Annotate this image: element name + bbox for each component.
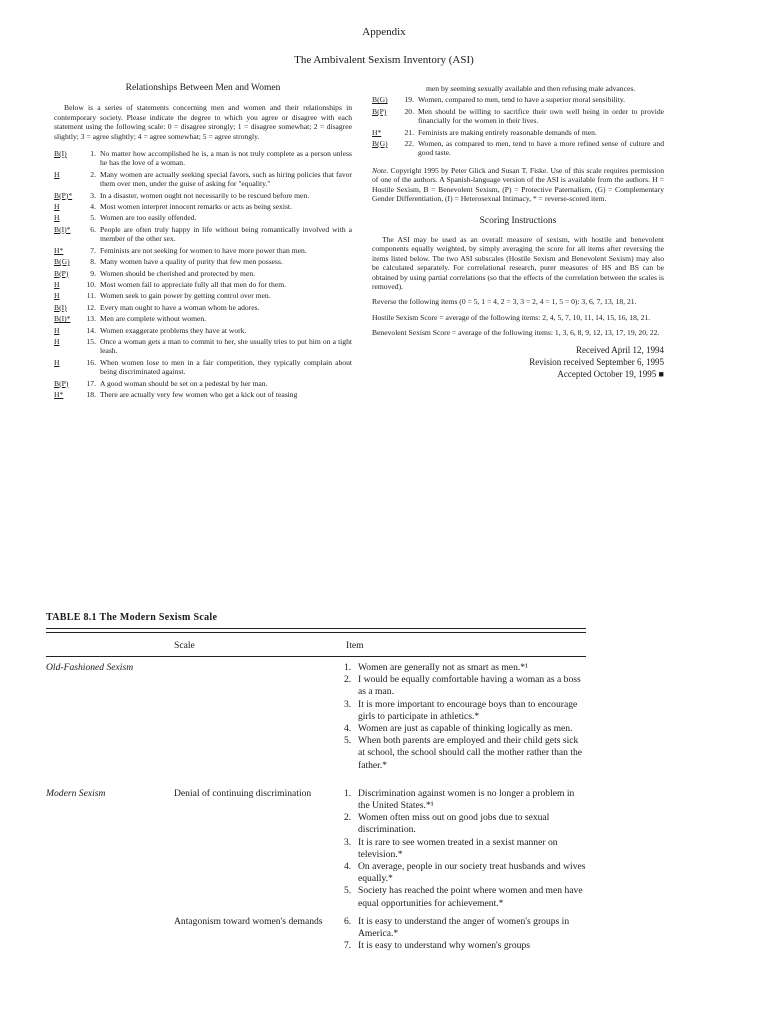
scale-item [54,303,352,312]
item-number: 20. [404,106,414,116]
scale-item [54,225,352,244]
item-code: B(I)* [54,314,71,324]
item-code: H* [54,245,64,255]
item-code: H* [372,127,382,137]
page-title: The Ambivalent Sexism Inventory (ASI) [294,54,474,66]
item-number: 8. [90,257,96,267]
item-number: 6. [90,224,96,234]
table-item-text: On average, people in our society treat husbands and wives equally.* [358,861,586,885]
item-code: H [54,336,60,346]
table-section [46,662,586,772]
item-text: A good woman should be set on a pedestal by her man. [100,378,268,388]
table-item-text: When both parents are employed and their child gets sick at school, the school should call the mother rather than the father.* [358,735,583,771]
subscale-name: Denial of continuing discrimination [174,787,312,799]
scale-item [54,191,352,200]
scoring-text: The ASI may be used as an overall measure of sexism, with hostile and benevolent components equally weighted, by simply averaging the score for all items after reversing the items listed below. The two ASI subscales (Hostile Sexism and Benevolent Sexism) may also be calculated separately. For correlational research, purer measures of HS and BS can be obtained by using partial correlations (so that the effects of the correlation between the scales is removed). [372,234,664,291]
item-code: B(G) [54,257,70,267]
item-code: B(G) [372,95,388,105]
table-item [344,885,586,909]
item-number: 12. [86,302,96,312]
scale-name [46,916,174,953]
item-number: 22. [404,139,414,149]
item-code: H [54,291,60,301]
item-text: Women seek to gain power by getting control over men. [100,291,271,301]
table-section [46,916,586,953]
item-column [344,788,586,910]
item-list [54,149,352,399]
revision-date: Revision received September 6, 1995 [529,356,664,367]
table-item-number: 4. [344,861,352,873]
table-item-number: 7. [344,940,352,952]
right-column [372,84,664,380]
item-text: Women should be cherished and protected by men. [100,268,256,278]
table-item-number: 5. [344,885,352,897]
table-item [344,940,586,952]
item-number: 21. [404,127,414,137]
item-text: Feminists are making entirely reasonable demands of men. [418,127,597,137]
table-body [46,662,586,958]
table-top-rule-2 [46,632,586,633]
table-item-number: 2. [344,812,352,824]
table-section [46,788,586,910]
table-item-number: 3. [344,698,352,710]
item-code: H* [54,389,64,399]
table-item [344,788,586,812]
note-label: Note. [372,165,389,175]
item-number: 11. [86,291,96,301]
item-code: B(P) [54,378,69,388]
column-header-scale: Scale [174,640,195,651]
table-item-text: It is easy to understand why women's groups [358,940,530,952]
table-item [344,662,586,674]
scale-item [372,107,664,126]
table-item-number: 3. [344,836,352,848]
item-number: 9. [90,268,96,278]
item-column [344,662,586,772]
scale-name: Old-Fashioned Sexism [46,662,134,673]
scale-name: Modern Sexism [46,787,106,799]
left-column [54,84,352,401]
item-number: 18. [86,389,96,399]
item-continuation: men by seeming sexually available and then refusing male advances. [426,84,636,93]
item-text: There are actually very few women who get a kick out of teasing [100,389,298,399]
scale-item [54,337,352,356]
accepted-date: Accepted October 19, 1995 ■ [557,368,664,379]
table-item [344,861,586,885]
item-code: B(I) [54,149,67,159]
table-item [344,916,586,940]
table-top-rule [46,628,586,629]
section-heading: Relationships Between Men and Women [125,83,281,93]
item-number: 16. [86,357,96,367]
item-code: B(P) [54,268,69,278]
benevolent-score: Benevolent Sexism Score = average of the following items: 1, 3, 6, 8, 9, 12, 13, 17, 19, 20, 22. [372,328,660,338]
table-item-number: 4. [344,723,352,735]
table-item-text: It is easy to understand the anger of women's groups in America.* [358,915,570,940]
table-item-text: Women are just as capable of thinking logically as men. [358,723,573,735]
item-number: 13. [86,314,96,324]
item-number: 19. [404,95,414,105]
item-text: Most women fail to appreciate fully all that men do for them. [100,279,286,289]
item-text: In a disaster, women ought not necessarily to be rescued before men. [100,190,310,200]
item-number: 5. [90,213,96,223]
scale-item [54,326,352,335]
table-item-text: Discrimination against women is no longer a problem in the United States.*¹ [358,787,575,812]
item-number: 10. [86,279,96,289]
item-text: Once a woman gets a man to commit to her, she usually tries to put him on a tight leash. [100,336,352,356]
item-number: 2. [90,169,96,179]
table-item-number: 6. [344,915,352,927]
item-text: Women, compared to men, tend to have a superior moral sensibility. [418,95,626,105]
item-text: Many women have a quality of purity that few men possess. [100,257,283,267]
table-item-text: Society has reached the point where women and men have equal opportunities for achievement.* [358,885,583,909]
column-header-item: Item [346,640,364,651]
table-item-text: I would be equally comfortable having a woman as a boss as a man. [358,674,581,698]
scale-item [54,390,352,399]
item-text: When women lose to men in a fair competition, they typically complain about being discriminated against. [100,357,352,377]
item-number: 7. [90,245,96,255]
scale-item [372,95,664,104]
scale-item [54,213,352,222]
received-date: Received April 12, 1994 [576,344,664,355]
reverse-items: Reverse the following items (0 = 5, 1 = 4, 2 = 3, 3 = 2, 4 = 1, 5 = 0): 3, 6, 7, 13, 18, 21. [372,297,637,307]
table-item-text: Women often miss out on good jobs due to sexual discrimination. [358,812,550,836]
item-number: 4. [90,202,96,212]
item-text: Many women are actually seeking special favors, such as hiring policies that favor them over men, under the guise of asking for "equality." [100,169,352,189]
subscale-name: Antagonism toward women's demands [174,915,323,927]
scale-item [54,202,352,211]
scale-item [54,291,352,300]
scale-item [372,128,664,137]
table-item-number: 2. [344,674,352,686]
item-code: H [54,169,60,179]
item-number: 1. [90,149,96,159]
appendix-label: Appendix [362,26,406,38]
table-item-text: Women are generally not as smart as men.*¹ [358,662,528,673]
scale-item [54,257,352,266]
item-code: H [54,325,60,335]
item-number: 3. [90,190,96,200]
item-text: Most women interpret innocent remarks or acts as being sexist. [100,202,292,212]
item-list [372,95,664,157]
item-column [344,916,586,953]
table-item [344,837,586,861]
table-item-text: It is rare to see women treated in a sexist manner on television.* [358,836,558,860]
table-item-number: 1. [344,662,352,673]
scale-item [54,379,352,388]
item-code: B(I)* [54,224,71,234]
table-item-text: It is more important to encourage boys than to encourage girls to participate in athletics.* [358,698,578,722]
item-code: H [54,213,60,223]
scale-item [372,139,664,158]
item-code: B(I) [54,302,67,312]
item-text: Men should be willing to sacrifice their own well being in order to provide financially for the women in their lives. [418,106,664,126]
note-text: Copyright 1995 by Peter Glick and Susan T. Fiske. Use of this scale requires permission of one of the authors. A Spanish-language version of the ASI is available from the authors. H = Hostile Sexism, B = Benevolent Sexism, (P) = Protective Paternalism, (G) = Complementary Gender Differentiation, (I) = Heterosexual Intimacy, * = reverse-scored item. [372,165,664,204]
table-item [344,735,586,772]
table-item [344,723,586,735]
scoring-heading: Scoring Instructions [479,216,557,227]
subscale-name [174,662,344,772]
table-item-number: 5. [344,735,352,747]
item-number: 17. [86,378,96,388]
scale-item [54,149,352,168]
item-text: No matter how accomplished he is, a man is not truly complete as a person unless he has the love of a woman. [100,149,352,168]
table-item [344,699,586,723]
item-code: H [54,279,60,289]
scale-item [54,314,352,323]
item-number: 14. [86,325,96,335]
table-header-rule [46,656,586,657]
item-text: Women exaggerate problems they have at work. [100,325,247,335]
scale-item [54,170,352,189]
table-item [344,812,586,836]
instructions: Below is a series of statements concerning men and women and their relationships in contemporary society. Please indicate the degree to which you agree or disagree with each statement using the following scale: 0 = disagree strongly; 1 = disagree somewhat; 2 = disagree slightly; 3 = agree slightly; 4 = agree somewhat; 5 = agree strongly. [54,103,352,141]
table-item-number: 1. [344,787,352,799]
scale-item [54,358,352,377]
item-number: 15. [86,336,96,346]
item-text: Men are complete without women. [100,314,207,324]
item-text: Feminists are not seeking for women to have more power than men. [100,245,307,255]
item-text: Women are too easily offended. [100,213,197,223]
item-code: H [54,202,60,212]
note [372,166,664,204]
item-code: B(P) [372,106,387,116]
item-text: Women, as compared to men, tend to have a more refined sense of culture and good taste. [418,139,664,158]
item-text: People are often truly happy in life without being romantically involved with a member of the other sex. [100,224,352,244]
scale-item [54,280,352,289]
item-text: Every man ought to have a woman whom he adores. [100,302,260,312]
item-code: B(G) [372,139,388,149]
scale-item [54,269,352,278]
hostile-score: Hostile Sexism Score = average of the following items: 2, 4, 5, 7, 10, 11, 14, 15, 16, 18, 21. [372,312,651,322]
item-code: B(P)* [54,190,73,200]
table-item [344,674,586,698]
table-title: TABLE 8.1 The Modern Sexism Scale [46,612,218,623]
item-code: H [54,357,60,367]
scale-item [54,246,352,255]
